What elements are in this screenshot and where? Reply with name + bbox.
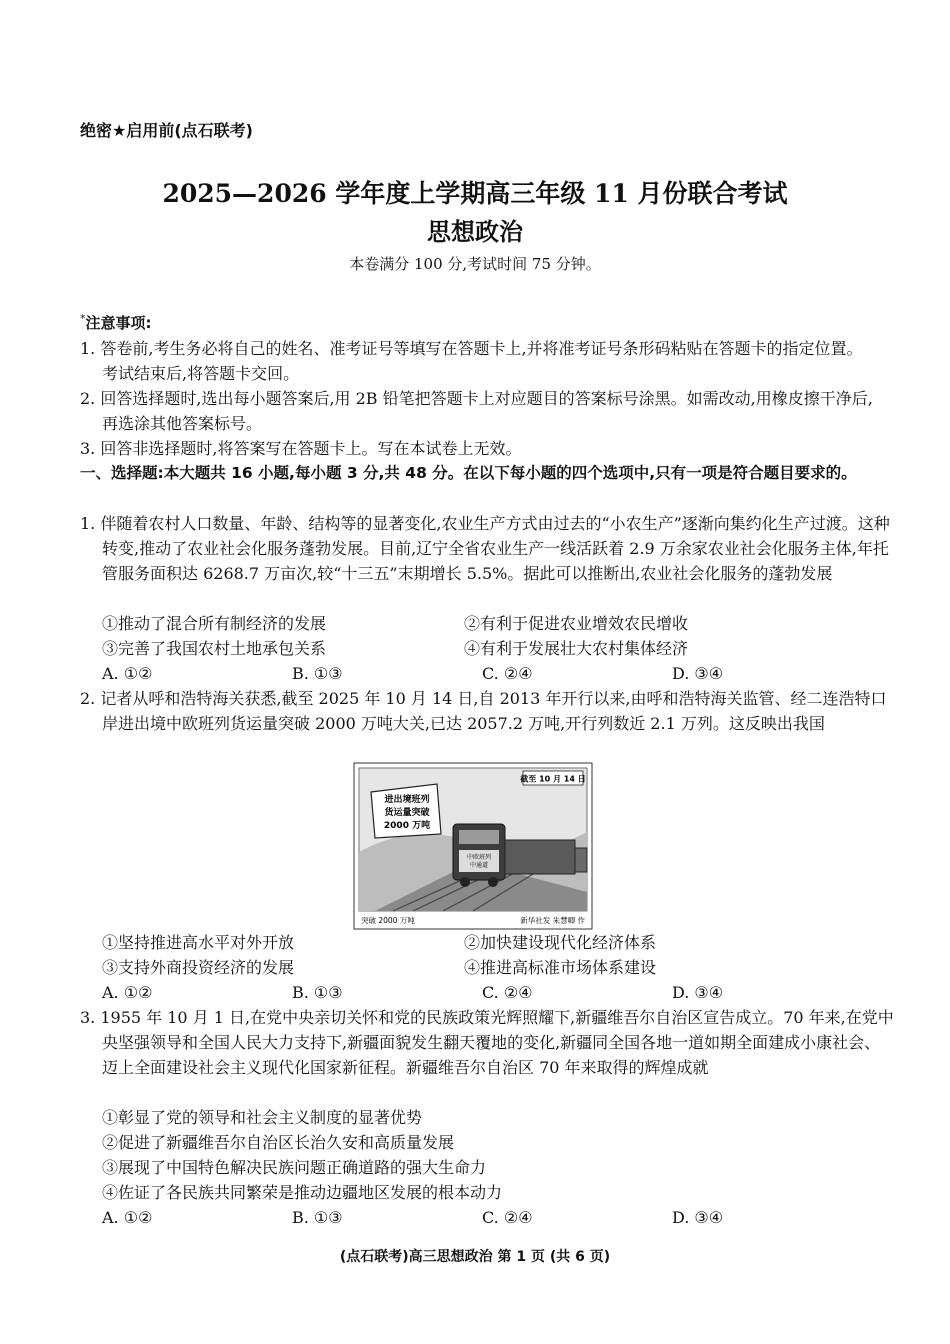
section-heading: 一、选择题:本大题共 16 小题,每小题 3 分,共 48 分。在以下每小题的四个选项中,只有一项是符合题目要求的。 — [80, 464, 857, 482]
notice-list — [80, 336, 874, 486]
option: ④推进高标准市场体系建设 — [464, 958, 657, 977]
question-2-options — [102, 930, 862, 980]
question-3-options — [102, 1105, 862, 1205]
notice-heading: *注意事项: — [80, 312, 152, 332]
choice-c: C. ②④ — [482, 983, 533, 1002]
cartoon-caption-right: 新华社发 朱慧卿 作 — [520, 916, 585, 925]
question-3-choices — [102, 1205, 862, 1230]
cartoon-train-label: 中通道 — [469, 862, 489, 869]
option: ②加快建设现代化经济体系 — [464, 933, 657, 952]
question-2-stem: 2. 记者从呼和浩特海关获悉,截至 2025 年 10 月 14 日,自 2013 年开行以来,由呼和浩特海关监管、经二连浩特口岸进出境中欧班列货运量突破 2000 万吨大关,已达 2057.2 万吨,开行列数近 2.1 万列。这反映出我国 — [80, 689, 887, 733]
option: ③完善了我国农村土地承包关系 — [102, 639, 327, 658]
cartoon-bubble-line: 进出境班列 — [384, 795, 430, 805]
cartoon-bubble-line: 2000 万吨 — [383, 821, 431, 831]
option: ①推动了混合所有制经济的发展 — [102, 614, 327, 633]
question-1-stem: 1. 伴随着农村人口数量、年龄、结构等的显著变化,农业生产方式由过去的“小农生产”逐渐向集约化生产过渡。这种转变,推动了农业社会化服务蓬勃发展。目前,辽宁全省农业生产一线活跃着 2.9 万余家农业社会化服务主体,年托管服务面积达 6268.7 万亩次,较“十三五”末期增长 5.5%。据此可以推断出,农业社会化服务的蓬勃发展 — [80, 514, 890, 583]
exam-title: 2025—2026 学年度上学期高三年级 11 月份联合考试 — [162, 179, 788, 208]
choice-d: D. ③④ — [672, 664, 724, 683]
exam-subject: 思想政治 — [427, 218, 523, 246]
secret-label: 绝密★启用前(点石联考) — [80, 121, 253, 140]
choice-b: B. ①③ — [292, 1208, 343, 1227]
cartoon-caption-left: 突破 2000 万吨 — [361, 916, 415, 925]
notice-item: 1. 答卷前,考生务必将自己的姓名、准考证号等填写在答题卡上,并将准考证号条形码粘贴在答题卡的指定位置。考试结束后,将答题卡交回。 — [80, 339, 863, 383]
choice-d: D. ③④ — [672, 1208, 724, 1227]
cartoon-bubble-line: 货运量突破 — [384, 808, 430, 818]
cartoon-image — [353, 762, 593, 930]
question-1-choices — [102, 661, 862, 686]
option: ④有利于发展壮大农村集体经济 — [464, 639, 689, 658]
cartoon-train-label: 中欧班列 — [466, 854, 492, 861]
exam-meta: 本卷满分 100 分,考试时间 75 分钟。 — [349, 255, 601, 273]
page-footer: (点石联考)高三思想政治 第 1 页 (共 6 页) — [339, 1249, 611, 1265]
option: ①彰显了党的领导和社会主义制度的显著优势 — [102, 1108, 423, 1127]
choice-a: A. ①② — [102, 983, 153, 1002]
question-1-options — [102, 611, 862, 661]
notice-item: 2. 回答选择题时,选出每小题答案后,用 2B 铅笔把答题卡上对应题目的答案标号涂黑。如需改动,用橡皮擦干净后,再选涂其他答案标号。 — [80, 389, 873, 433]
cartoon-date-tag: 截至 10 月 14 日 — [520, 774, 586, 784]
option: ③支持外商投资经济的发展 — [102, 958, 295, 977]
notice-mark: * — [80, 312, 86, 325]
choice-b: B. ①③ — [292, 983, 343, 1002]
choice-a: A. ①② — [102, 1208, 153, 1227]
choice-c: C. ②④ — [482, 664, 533, 683]
option: ①坚持推进高水平对外开放 — [102, 933, 295, 952]
option: ③展现了中国特色解决民族问题正确道路的强大生命力 — [102, 1158, 487, 1177]
option: ②有利于促进农业增效农民增收 — [464, 614, 689, 633]
choice-d: D. ③④ — [672, 983, 724, 1002]
question-3-stem: 3. 1955 年 10 月 1 日,在党中央亲切关怀和党的民族政策光辉照耀下,新疆维吾尔自治区宣告成立。70 年来,在党中央坚强领导和全国人民大力支持下,新疆面貌发生翻天覆地的变化,新疆同全国各地一道如期全面建成小康社会、迈上全面建设社会主义现代化国家新征程。新疆维吾尔自治区 70 年来取得的辉煌成就 — [80, 1008, 894, 1077]
option: ④佐证了各民族共同繁荣是推动边疆地区发展的根本动力 — [102, 1183, 503, 1202]
option: ②促进了新疆维吾尔自治区长治久安和高质量发展 — [102, 1133, 455, 1152]
question-2-choices — [102, 980, 862, 1005]
choice-b: B. ①③ — [292, 664, 343, 683]
notice-item: 3. 回答非选择题时,将答案写在答题卡上。写在本试卷上无效。 — [80, 439, 522, 458]
choice-a: A. ①② — [102, 664, 153, 683]
choice-c: C. ②④ — [482, 1208, 533, 1227]
